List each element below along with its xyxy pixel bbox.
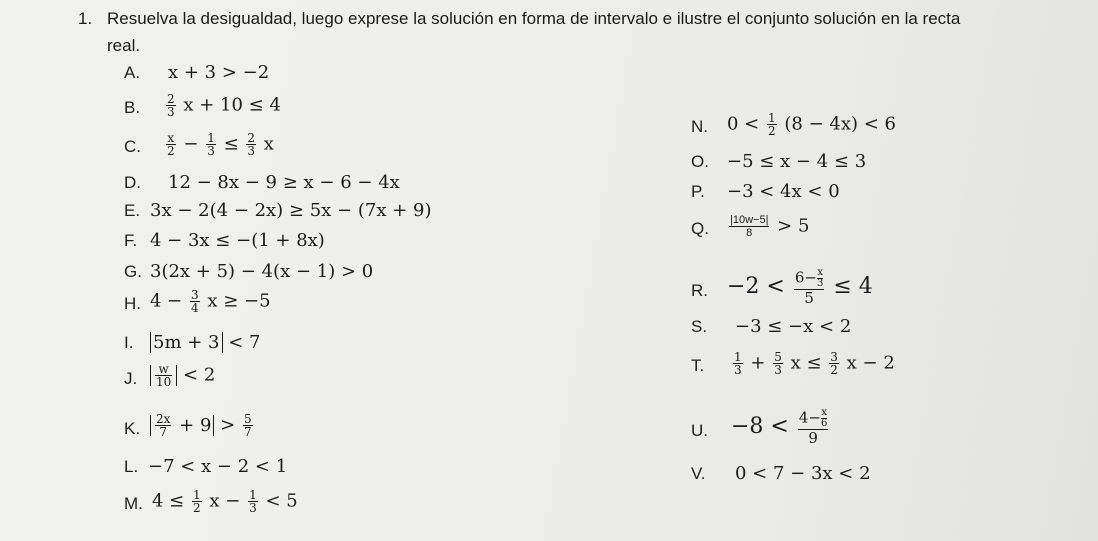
instruction-line-1: Resuelva la desigualdad, luego exprese la solución en forma de intervalo e ilustre el conjunto solución en la recta — [107, 9, 961, 28]
worksheet: 1. Resuelva la desigualdad, luego exprese la solución en forma de intervalo e ilustre el conjunto solución en la recta real. A. x + 3 > −2 B. $\frac{2}{3}$ x + 10 ≤ 4 C. $\frac{x}{2}$ − $\frac{1}{3}$ ≤ $\frac{2}{3}$ x D. 12 − 8x − 9 ≥ x − 6 − 4x E. 3x − 2(4 − 2x) ≥ 5x − (7x + 9) F. 4 − 3x ≤ −(1 + 8x) G. 3(2x + 5) − 4(x − 1) > 0 H. 4 − $\frac{3}{4}$ x ≥ −5 I. 5m + 3 < 7 J. $\frac{w}{10}$ < 2 K. $\frac{2x}{7}$ + 9 > $\frac{5}{7}$ L. −7 < x − 2 < 1 M. 4 ≤ $\frac{1}{2}$ x − $\frac{1}{3}$ < 5 N. 0 < $\frac{1}{2}$ (8 − 4x) < 6 O. −5 ≤ x − 4 ≤ 3 P. −3 < 4x < 0 Q. $\frac{|10w-5|}{8}$ > 5 R. −2 < 6− $\frac{x}{3}$ 5 ≤ 4 S. −3 ≤ −x < 2 T. $\frac{1}{3}$ + $\frac{5}{3}$ x ≤ $\frac{3}{2}$ x − 2 U. −8 < 4− $\frac{x}{6}$ 9 V. 0 < 7 − 3x < 2 — [78, 9, 961, 515]
problem-number: 1. — [78, 9, 93, 28]
instruction-line-2: real. — [107, 36, 141, 55]
